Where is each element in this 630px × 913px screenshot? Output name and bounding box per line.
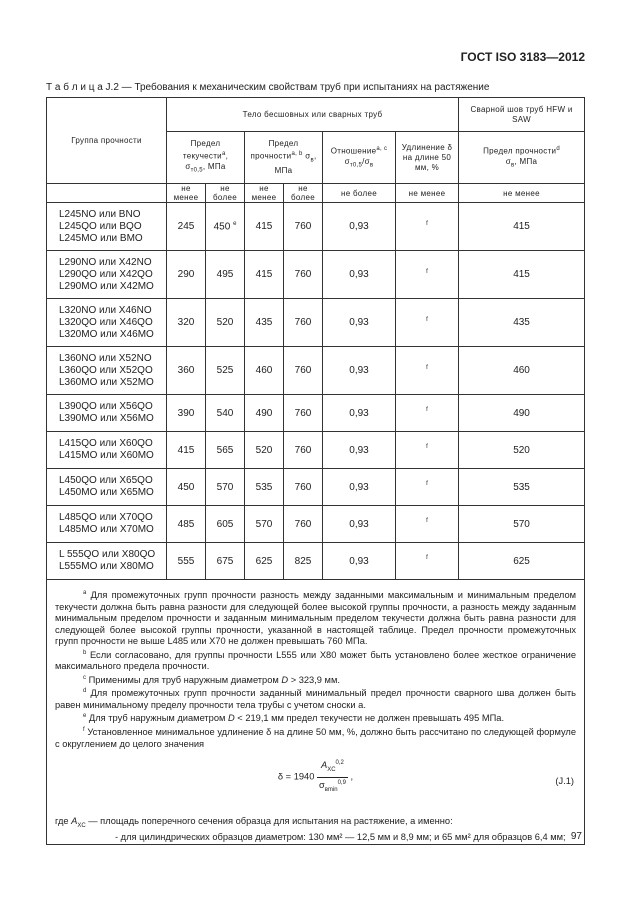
yield-header: Предел текучести$^a$, $\sigma_{т0,5}$, МПа bbox=[167, 132, 245, 184]
note-f: $^f$ Установленное минимальное удлинение δ на длине 50 мм, %, должно быть рассчитано по следующей формуле с округлением до целого значения bbox=[55, 726, 577, 749]
ymin-cell: 320 bbox=[167, 299, 206, 347]
tmin-cell: 415 bbox=[245, 251, 284, 299]
tmax-cell: 760 bbox=[284, 432, 323, 469]
note-d: $^d$ Для промежуточных групп прочности заданный минимальный предел прочности сварного шва должен быть равен минимальному пределу прочности тела трубы с учетом сноски а. bbox=[55, 688, 577, 710]
grade-cell: L450QO или X65QO L450MO или X65MO bbox=[47, 469, 167, 506]
ratio-cell: 0,93 bbox=[323, 543, 396, 580]
elong-cell: f bbox=[396, 347, 459, 395]
max-label: не более bbox=[206, 184, 245, 203]
ymin-cell: 290 bbox=[167, 251, 206, 299]
tmin-cell: 460 bbox=[245, 347, 284, 395]
ymax-cell: 525 bbox=[206, 347, 245, 395]
ratio-header: Отношение$^{a, c}$ $\sigma_{т0,5}/\sigma_в$ bbox=[323, 132, 396, 184]
min-label: не менее bbox=[459, 184, 585, 203]
body-header: Тело бесшовных или сварных труб bbox=[167, 98, 459, 132]
ratio-cell: 0,93 bbox=[323, 395, 396, 432]
ymax-cell: 675 bbox=[206, 543, 245, 580]
tmin-cell: 570 bbox=[245, 506, 284, 543]
weld-cell: 625 bbox=[459, 543, 585, 580]
table-row bbox=[47, 299, 585, 347]
note-c: $^c$ Применимы для труб наружным диаметром D > 323,9 мм. bbox=[83, 674, 340, 685]
weld-cell: 435 bbox=[459, 299, 585, 347]
ratio-cell: 0,93 bbox=[323, 347, 396, 395]
ymin-cell: 450 bbox=[167, 469, 206, 506]
ymax-cell: 450 $^e$ bbox=[206, 203, 245, 251]
min-label: не менее bbox=[167, 184, 206, 203]
ratio-cell: 0,93 bbox=[323, 469, 396, 506]
ymin-cell: 415 bbox=[167, 432, 206, 469]
tmax-cell: 825 bbox=[284, 543, 323, 580]
ymin-cell: 390 bbox=[167, 395, 206, 432]
table-row bbox=[47, 543, 585, 580]
tmin-cell: 490 bbox=[245, 395, 284, 432]
weld-cell: 415 bbox=[459, 251, 585, 299]
max-label: не более bbox=[284, 184, 323, 203]
tensile-header: Предел прочности$^{a, b}$ $\sigma_в$, МПа bbox=[245, 132, 323, 184]
ratio-cell: 0,93 bbox=[323, 299, 396, 347]
elong-cell: f bbox=[396, 506, 459, 543]
ymin-cell: 360 bbox=[167, 347, 206, 395]
weld-cell: 460 bbox=[459, 347, 585, 395]
weld-cell: 490 bbox=[459, 395, 585, 432]
elong-cell: f bbox=[396, 299, 459, 347]
grade-cell: L290NO или X42NO L290QO или X42QO L290MO или X42MO bbox=[47, 251, 167, 299]
grade-cell: L 555QO или X80QO L555MO или X80MO bbox=[47, 543, 167, 580]
weld-cell: 415 bbox=[459, 203, 585, 251]
elongation-header: Удлинение δ на длине 50 мм, % bbox=[396, 132, 459, 184]
tmin-cell: 520 bbox=[245, 432, 284, 469]
elong-cell: f bbox=[396, 543, 459, 580]
table-caption: Т а б л и ц а J.2 — Требования к механическим свойствам труб при испытаниях на растяжение bbox=[46, 82, 490, 93]
min-label: не менее bbox=[245, 184, 284, 203]
table-row bbox=[47, 469, 585, 506]
tmax-cell: 760 bbox=[284, 203, 323, 251]
standard-title: ГОСТ ISO 3183—2012 bbox=[460, 50, 585, 64]
ymin-cell: 485 bbox=[167, 506, 206, 543]
ymin-cell: 555 bbox=[167, 543, 206, 580]
ratio-cell: 0,93 bbox=[323, 251, 396, 299]
tmax-cell: 760 bbox=[284, 395, 323, 432]
tmax-cell: 760 bbox=[284, 469, 323, 506]
tmax-cell: 760 bbox=[284, 347, 323, 395]
grade-cell: L245NO или BNO L245QO или BQO L245MO или BMO bbox=[47, 203, 167, 251]
ymax-cell: 565 bbox=[206, 432, 245, 469]
grade-cell: L415QO или X60QO L415MO или X60MO bbox=[47, 432, 167, 469]
tmax-cell: 760 bbox=[284, 506, 323, 543]
note-b: $^b$ Если согласовано, для группы прочности L555 или X80 может быть установлено более жесткое ограничение максимального предела прочности. bbox=[55, 649, 577, 672]
note-e: $^e$ Для труб наружным диаметром D < 219,1 мм предел текучести не должен превышать 495 МПа. bbox=[83, 713, 505, 724]
table-body bbox=[47, 203, 585, 580]
ratio-cell: 0,93 bbox=[323, 432, 396, 469]
grade-cell: L485QO или X70QO L485MO или X70MO bbox=[47, 506, 167, 543]
table-notes bbox=[47, 580, 585, 845]
tmin-cell: 535 bbox=[245, 469, 284, 506]
table-row bbox=[47, 203, 585, 251]
elong-cell: f bbox=[396, 251, 459, 299]
spacer-cell bbox=[47, 184, 167, 203]
weld-header: Сварной шов труб HFW и SAW bbox=[459, 98, 585, 132]
table-row bbox=[47, 347, 585, 395]
grade-cell: L320NO или X46NO L320QO или X46QO L320MO или X46MO bbox=[47, 299, 167, 347]
grade-cell: L360NO или X52NO L360QO или X52QO L360MO или X52MO bbox=[47, 347, 167, 395]
weld-cell: 520 bbox=[459, 432, 585, 469]
min-label: не менее bbox=[396, 184, 459, 203]
tmin-cell: 625 bbox=[245, 543, 284, 580]
table-row bbox=[47, 251, 585, 299]
mechanical-properties-table bbox=[46, 97, 585, 845]
tmax-cell: 760 bbox=[284, 299, 323, 347]
formula-number: (J.1) bbox=[555, 776, 575, 787]
elong-cell: f bbox=[396, 432, 459, 469]
ymax-cell: 605 bbox=[206, 506, 245, 543]
tmax-cell: 760 bbox=[284, 251, 323, 299]
weld-cell: 570 bbox=[459, 506, 585, 543]
weld-cell: 535 bbox=[459, 469, 585, 506]
tmin-cell: 435 bbox=[245, 299, 284, 347]
formula-j1: δ = 1940 $\frac{A_{XC}^{0,2}}{\sigma_{вmin}^{0,9}}$ , (J.1) bbox=[277, 760, 575, 793]
where-item: - для цилиндрических образцов диаметром: 130 мм² — 12,5 мм и 8,9 мм; и 65 мм² для образцов 6,4 мм; bbox=[115, 832, 566, 843]
ymax-cell: 495 bbox=[206, 251, 245, 299]
table-row bbox=[47, 432, 585, 469]
note-a: $^a$ Для промежуточных групп прочности разность между заданными максимальным и минимальным пределом текучести должна быть равна разности для следующей более высокой группы прочности, а разность между заданным минимальным пределом прочности и заданным минимальным пределом текучести должна быть равна разности для следующей более высокой группы прочности, указанной в настоящей таблице. Предел прочности промежуточных групп прочности не выше L485 или X70 не должен превышать 760 МПа. bbox=[55, 590, 577, 647]
where-clause: где $A_{XC}$ — площадь поперечного сечения образца для испытания на растяжение, а именно: bbox=[55, 816, 453, 829]
tmin-cell: 415 bbox=[245, 203, 284, 251]
weld-tensile-header: Предел прочности$^d$ $\sigma_в$, МПа bbox=[459, 132, 585, 184]
ymax-cell: 570 bbox=[206, 469, 245, 506]
elong-cell: f bbox=[396, 395, 459, 432]
table-row bbox=[47, 506, 585, 543]
ymax-cell: 520 bbox=[206, 299, 245, 347]
ratio-cell: 0,93 bbox=[323, 203, 396, 251]
ratio-cell: 0,93 bbox=[323, 506, 396, 543]
max-label: не более bbox=[323, 184, 396, 203]
grade-cell: L390QO или X56QO L390MO или X56MO bbox=[47, 395, 167, 432]
ymin-cell: 245 bbox=[167, 203, 206, 251]
page-number: 97 bbox=[570, 831, 582, 842]
ymax-cell: 540 bbox=[206, 395, 245, 432]
group-header: Группа прочности bbox=[47, 98, 167, 184]
table-row bbox=[47, 395, 585, 432]
elong-cell: f bbox=[396, 203, 459, 251]
elong-cell: f bbox=[396, 469, 459, 506]
